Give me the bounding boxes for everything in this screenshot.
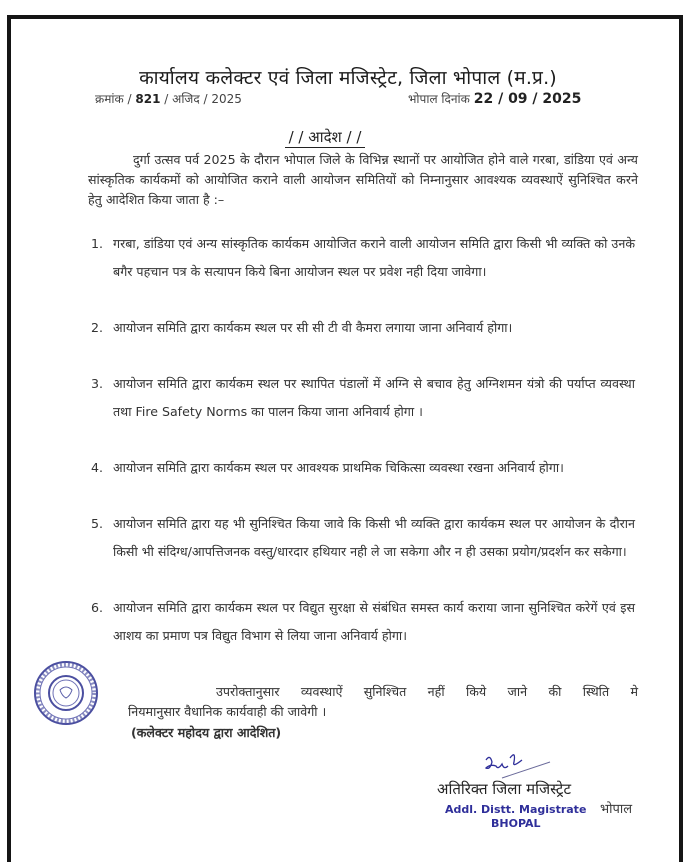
reference-number bbox=[95, 90, 242, 107]
item-text: आयोजन समिति द्वारा यह भी सुनिश्चित किया जावे कि किसी भी व्यक्ति द्वारा कार्यकम स्थल पर आयोजन के दौरान किसी भी संदिग्ध/आपत्तिजनक वस्तु/धारदार हथियार नही ले जा सकेगा और न ही उसका प्रयोग/प्रदर्शन कर सकेगा। bbox=[113, 516, 635, 559]
ordered-by: (कलेक्टर महोदय द्वारा आदेशित) bbox=[131, 725, 282, 740]
official-stamp bbox=[445, 803, 586, 831]
intro-paragraph: दुर्गा उत्सव पर्व 2025 के दौरान भोपाल जिले के विभिन्न स्थानों पर आयोजित होने वाले गरबा, डांडिया एवं अन्य सांस्कृतिक कार्यकमों को आयोजित कराने वाली आयोजन समितियों को निम्नानुसार आवश्यक व्यवस्थाऐं सुनिश्चित करने हेतु आदेशित किया जाता है :– bbox=[88, 152, 638, 207]
item-number: 4. bbox=[91, 460, 104, 475]
stamp-line-2: BHOPAL bbox=[491, 817, 541, 830]
list-item bbox=[91, 510, 635, 566]
order-heading-text: / / आदेश / / bbox=[285, 128, 366, 148]
order-date bbox=[408, 90, 581, 107]
date-label: भोपाल दिनांक bbox=[408, 92, 470, 106]
official-seal-icon bbox=[33, 660, 99, 726]
date-value: 22 / 09 / 2025 bbox=[473, 91, 582, 107]
reference-value: 821 bbox=[135, 92, 161, 106]
item-number: 2. bbox=[91, 320, 104, 335]
list-item bbox=[91, 370, 635, 426]
item-number: 3. bbox=[91, 376, 104, 391]
item-number: 6. bbox=[91, 600, 104, 615]
list-item bbox=[91, 230, 635, 286]
item-text: गरबा, डांडिया एवं अन्य सांस्कृतिक कार्यकम आयोजित कराने वाली आयोजन समिति द्वारा किसी भी व्यक्ति को उनके बगैर पहचान पत्र के सत्यापन किये बिना आयोजन स्थल पर प्रवेश नही दिया जावेगा। bbox=[113, 236, 635, 279]
item-number: 5. bbox=[91, 516, 104, 531]
item-text: आयोजन समिति द्वारा कार्यकम स्थल पर स्थापित पंडालों में अग्नि से बचाव हेतु अग्निशमन यंत्रो की पर्याप्त व्यवस्था तथा Fire Safety Norms का पालन किया जाना अनिवार्य होगा । bbox=[113, 376, 635, 419]
closing-line-2: नियमानुसार वैधानिक कार्यवाही की जावेगी । bbox=[128, 704, 327, 719]
item-number: 1. bbox=[91, 236, 104, 251]
item-text: आयोजन समिति द्वारा कार्यकम स्थल पर आवश्यक प्राथमिक चिकित्सा व्यवस्था रखना अनिवार्य होगा। bbox=[113, 460, 564, 475]
signatory-title: अतिरिक्त जिला मजिस्ट्रेट bbox=[437, 780, 572, 798]
list-item bbox=[91, 454, 635, 482]
item-text: आयोजन समिति द्वारा कार्यकम स्थल पर सी सी टी वी कैमरा लगाया जाना अनिवार्य होगा। bbox=[113, 320, 513, 335]
stamp-line-1: Addl. Distt. Magistrate bbox=[445, 803, 587, 816]
item-text: आयोजन समिति द्वारा कार्यकम स्थल पर विद्युत सुरक्षा से संबंधित समस्त कार्य कराया जाना सुनिश्चित करेगें एवं इस आशय का प्रमाण पत्र विद्युत विभाग से लिया जाना अनिवार्य होगा। bbox=[113, 600, 635, 643]
list-item bbox=[91, 594, 635, 650]
list-item bbox=[91, 314, 635, 342]
reference-suffix: / अजिद / 2025 bbox=[164, 92, 242, 106]
office-title: कार्यालय कलेक्टर एवं जिला मजिस्ट्रेट, जिला भोपाल (म.प्र.) bbox=[139, 67, 557, 89]
signature-icon bbox=[480, 752, 552, 782]
stamp-hindi-text: भोपाल bbox=[600, 802, 633, 817]
order-heading bbox=[0, 127, 696, 147]
reference-prefix: क्रमांक / bbox=[95, 92, 132, 106]
closing-line-1: उपरोक्तानुसार व्यवस्थाऐं सुनिश्चित नहीं किये जाने की स्थिति मे bbox=[216, 684, 638, 699]
closing-paragraph bbox=[128, 682, 638, 722]
